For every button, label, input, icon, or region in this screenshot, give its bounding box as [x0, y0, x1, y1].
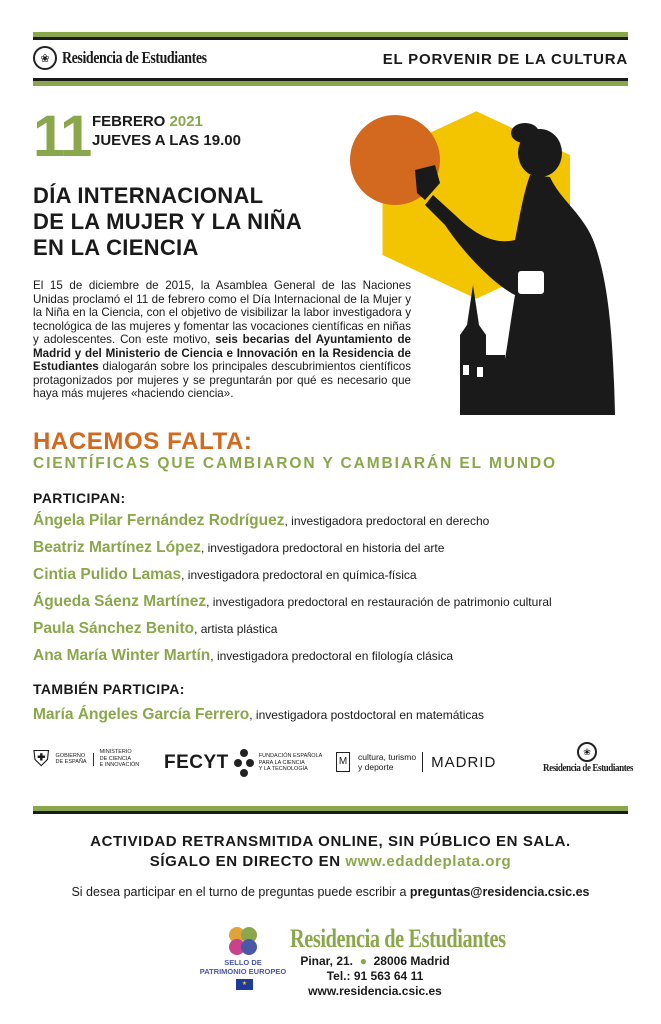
event-title-line: EN LA CIENCIA	[33, 235, 199, 260]
header-org-name: Residencia de Estudiantes	[62, 48, 207, 67]
footer-org-name: Residencia de Estudiantes	[290, 924, 506, 953]
session-title: HACEMOS FALTA:	[33, 428, 253, 455]
madrid-logo	[336, 752, 496, 772]
residencia-seal-icon: ❀	[577, 742, 597, 762]
participant-role: , artista plástica	[194, 622, 278, 636]
gobierno-line: DE ESPAÑA	[55, 759, 87, 765]
fecyt-logo	[164, 748, 322, 778]
questions-line	[0, 885, 661, 899]
ministerio-line: E INNOVACIÓN	[99, 762, 140, 769]
description-part1: El 15 de diciembre de 2015, la Asamblea General de las Naciones Unidas proclamó el 11 de febrero como el Día Internacional de la Mujer y la Niña en la Ciencia, con el objetivo de visibilizar la labor investigadora y tecnológica de las mujeres y fomentar las vocaciones científicas en niñas y adolescentes. Con este motivo,	[33, 279, 411, 346]
description-bold: seis becarias del Ayuntamiento de Madrid y del Ministerio de Ciencia e Innovación en la Residencia de Estudiantes	[33, 333, 411, 373]
participants-heading: PARTICIPAN:	[33, 490, 126, 506]
event-month-year	[92, 113, 203, 130]
residencia-logo-text: Residencia de Estudiantes	[543, 762, 633, 774]
header-rule-top-dark	[33, 37, 628, 40]
fecyt-sub-line: Y LA TECNOLOGÍA	[258, 766, 308, 773]
fecyt-sub-line: FUNDACIÓN ESPAÑOLA	[258, 753, 323, 760]
participant-role: , investigadora postdoctoral en matemáticas	[249, 708, 485, 722]
fecyt-dots-icon	[233, 748, 255, 778]
event-title	[33, 183, 363, 261]
participant-name: Ángela Pilar Fernández Rodríguez	[33, 512, 285, 529]
broadcast-prefix: SÍGALO EN DIRECTO EN	[149, 853, 346, 870]
description-part2: dialogarán sobre los principales descubrimientos científicos protagonizados por mujeres y se preguntarán por qué es necesario que haya más mujeres «haciendo ciencia».	[33, 360, 411, 400]
broadcast-link[interactable]: www.edaddeplata.org	[345, 853, 512, 870]
madrid-wordmark: MADRID	[431, 753, 497, 771]
event-year: 2021	[169, 113, 203, 130]
footer-address	[290, 954, 460, 968]
footer-rule-dark	[33, 811, 628, 814]
sello-line: SELLO DE	[224, 958, 262, 967]
participant-row	[33, 620, 277, 638]
header-tagline: EL PORVENIR DE LA CULTURA	[382, 51, 628, 68]
eu-flag-icon: ★	[236, 979, 253, 990]
madrid-sub-line: cultura, turismo	[358, 752, 417, 762]
participant-name: Beatriz Martínez López	[33, 539, 201, 556]
participant-name: Paula Sánchez Benito	[33, 620, 195, 637]
footer-postal: 28006 Madrid	[373, 954, 450, 968]
madrid-sub-line: y deporte	[358, 762, 394, 772]
gobierno-line: GOBIERNO	[55, 752, 86, 759]
session-subtitle: CIENTÍFICAS QUE CAMBIARON Y CAMBIARÁN EL MUNDO	[33, 455, 557, 472]
header-rule-bottom-green	[33, 81, 628, 86]
event-title-line: DÍA INTERNACIONAL	[33, 183, 264, 208]
participant-row	[33, 593, 552, 611]
gobierno-logo	[33, 748, 139, 770]
fecyt-wordmark: FECYT	[164, 752, 229, 773]
broadcast-line2	[0, 853, 661, 870]
participant-name: Cintia Pulido Lamas	[33, 566, 182, 583]
residencia-seal-icon: ❀	[33, 46, 57, 70]
participant-role: , investigadora predoctoral en química-física	[181, 568, 417, 582]
sello-text	[198, 959, 288, 976]
broadcast-line1: ACTIVIDAD RETRANSMITIDA ONLINE, SIN PÚBLICO EN SALA.	[90, 833, 571, 850]
fecyt-sub-line: PARA LA CIENCIA	[258, 759, 305, 766]
participant-row	[33, 566, 417, 584]
footer-street: Pinar, 21.	[300, 954, 354, 968]
event-month: FEBRERO	[92, 113, 166, 130]
participant-role: , investigadora predoctoral en restauración de patrimonio cultural	[206, 595, 552, 609]
event-title-line: DE LA MUJER Y LA NIÑA	[33, 209, 303, 234]
participant-row	[33, 539, 444, 557]
event-description	[33, 279, 411, 401]
participant-name: Águeda Sáenz Martínez	[33, 593, 207, 610]
participant-row	[33, 512, 489, 530]
sello-line: PATRIMONIO EUROPEO	[199, 966, 287, 976]
madrid-bear-icon: M	[336, 752, 350, 772]
participant-name: Ana María Winter Martín	[33, 647, 211, 664]
footer-bullet-icon: ●	[356, 954, 371, 968]
sello-flower-icon	[226, 925, 260, 957]
event-time: JUEVES A LAS 19.00	[92, 132, 241, 149]
ministerio-line: MINISTERIO	[99, 749, 132, 756]
questions-prefix: Si desea participar en el turno de preguntas puede escribir a	[71, 885, 410, 899]
residencia-logo-small	[543, 742, 631, 774]
ministerio-line: DE CIENCIA	[99, 755, 132, 762]
also-participant-row	[33, 706, 484, 724]
footer-phone: Tel.: 91 563 64 11	[326, 969, 424, 983]
participant-name: María Ángeles García Ferrero	[33, 706, 250, 723]
questions-email[interactable]: preguntas@residencia.csic.es	[409, 885, 590, 899]
participant-role: , investigadora predoctoral en derecho	[284, 514, 490, 528]
also-heading: TAMBIÉN PARTICIPA:	[33, 681, 185, 697]
participant-row	[33, 647, 453, 665]
building-silhouette	[460, 285, 505, 415]
participant-role: , investigadora predoctoral en historia del arte	[200, 541, 445, 555]
coat-of-arms-icon: ⛨	[33, 746, 50, 771]
header-logo	[33, 46, 238, 70]
participant-role: , investigadora predoctoral en filología clásica	[210, 649, 454, 663]
event-day: 11	[33, 104, 91, 169]
footer-web[interactable]: www.residencia.csic.es	[308, 984, 442, 998]
